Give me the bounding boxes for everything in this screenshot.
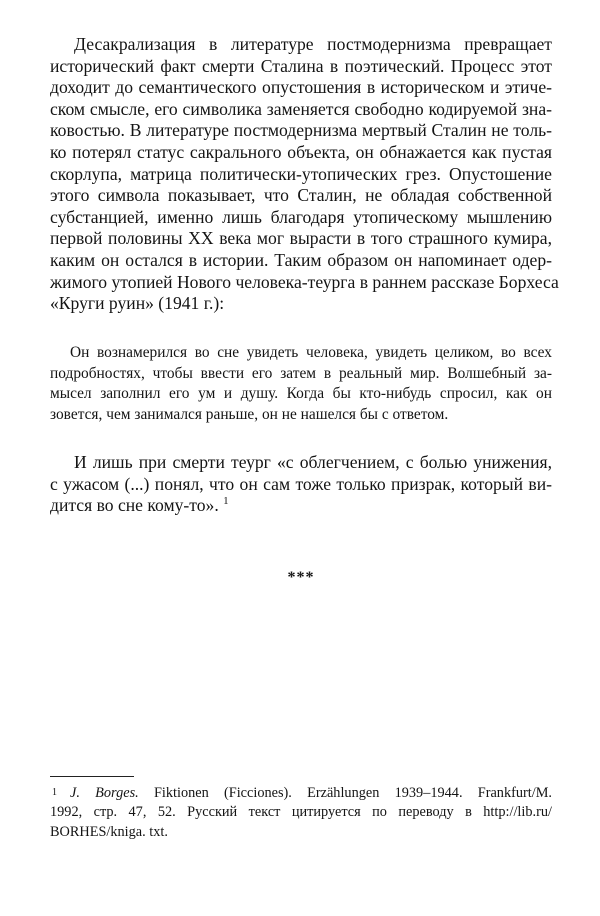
footnote-line: BORHES/kniga. txt.	[50, 823, 168, 840]
quote-line: подробностях, чтобы ввести его затем в реальный мир. Волшебный за-	[50, 364, 552, 382]
text-line: ковостью. В литературе постмодернизма мертвый Сталин не толь-	[50, 120, 552, 141]
text-line: Десакрализация в литературе постмодернизма превращает	[74, 34, 552, 54]
quote-line: мысел заполнил его ум и душу. Когда бы кто-нибудь спросил, как он	[50, 385, 552, 403]
text-line: И лишь при смерти теург «с облегчением, с болью унижения,	[74, 451, 552, 472]
footnote-line: 1992, стр. 47, 52. Русский текст цитируется по переводу в http://lib.ru/	[50, 804, 552, 821]
text-line: с ужасом (...) понял, что он сам тоже только призрак, который ви-	[50, 473, 552, 494]
paragraph-conclusion	[50, 452, 552, 517]
footnote-line	[70, 784, 552, 803]
text-line: ском смысле, его символика заменяется свободно кодируемой зна-	[50, 98, 552, 119]
footnote	[50, 784, 552, 842]
page-content	[50, 34, 559, 587]
text-line: скорлупа, матрица политически-утопических грез. Опустошение	[50, 163, 552, 184]
footnote-body	[50, 784, 552, 842]
paragraph-main	[50, 34, 559, 315]
section-separator: ***	[287, 568, 315, 586]
block-quote	[50, 343, 552, 426]
text-line: ко потерял статус сакрального объекта, он обнажается как пустая	[50, 141, 552, 162]
text-line: этого символа показывает, что Сталин, не обладая собственной	[50, 185, 552, 206]
quote-line: Он вознамерился во сне увидеть человека, увидеть целиком, во всех	[70, 343, 552, 361]
footnote-divider	[50, 776, 134, 777]
text-line: «Круги руин» (1941 г.):	[50, 293, 225, 314]
text-line: первой половины XX века мог вырасти в того страшного кумира,	[50, 228, 552, 249]
footnote-reference[interactable]: 1	[223, 495, 229, 508]
text-line: субстанцией, именно лишь благодаря утопическому мышлению	[50, 206, 552, 227]
footnote-title: Fiktionen (Ficciones). Erzählungen 1939–1944. Frankfurt/M.	[153, 785, 553, 801]
text-line: дится во сне кому-то».	[50, 495, 219, 516]
text-line-with-ref	[50, 495, 552, 517]
footnote-marker: 1	[52, 787, 57, 798]
text-line: жимого утопией Нового человека-теурга в раннем рассказе Борхеса	[50, 271, 559, 292]
text-line: каким он остался в истории. Таким образом он напоминает одер-	[50, 249, 552, 270]
text-line: исторический факт смерти Сталина в поэтический. Процесс этот	[50, 55, 552, 76]
quote-line: зовется, чем занимался раньше, он не нашелся бы с ответом.	[50, 406, 449, 424]
footnote-author: J. Borges.	[70, 785, 139, 801]
text-line: доходит до семантического опустошения в историческом и этиче-	[50, 77, 552, 98]
